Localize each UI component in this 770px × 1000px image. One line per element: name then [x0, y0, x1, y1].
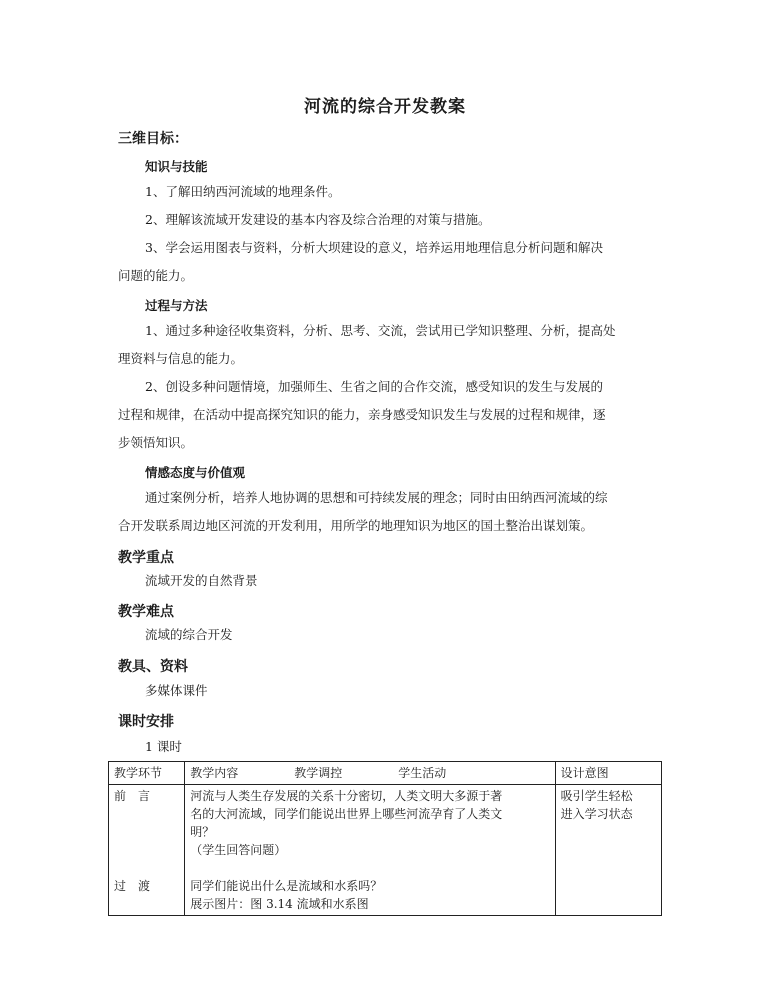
process-line-2: 理资料与信息的能力。 — [118, 351, 244, 366]
content-cell — [185, 785, 555, 916]
content-line-1: 河流与人类生存发展的关系十分密切，人类文明大多源于著 — [190, 789, 503, 803]
content-line-2: 名的大河流域，同学们能说出世界上哪些河流孕育了人类文 — [190, 807, 503, 821]
design-cell — [555, 785, 661, 916]
difficulty-heading: 教学难点 — [118, 604, 174, 620]
content-line-6: 展示图片：图 3.14 流域和水系图 — [190, 897, 369, 911]
knowledge-item-3: 3、学会运用图表与资料，分析大坝建设的意义，培养运用地理信息分析问题和解决 — [145, 240, 603, 255]
stage-transition: 过 渡 — [114, 879, 151, 893]
content-line-4: （学生回答问题） — [190, 843, 287, 857]
knowledge-item-1: 1、了解田纳西河流域的地理条件。 — [145, 184, 341, 199]
content-line-5: 同学们能说出什么是流域和水系吗？ — [190, 879, 383, 893]
focus-heading: 教学重点 — [118, 550, 174, 566]
process-line-4: 过程和规律，在活动中提高探究知识的能力，亲身感受知识发生与发展的过程和规律，逐 — [118, 407, 606, 422]
difficulty-text: 流域的综合开发 — [145, 627, 233, 642]
section-goals-heading: 三维目标： — [118, 131, 188, 147]
header-stage: 教学环节 — [109, 762, 185, 785]
knowledge-item-2: 2、理解该流域开发建设的基本内容及综合治理的对策与措施。 — [145, 212, 491, 227]
process-line-3: 2、创设多种问题情境，加强师生、生省之间的合作交流，感受知识的发生与发展的 — [145, 379, 603, 394]
design-line-1: 吸引学生轻松 — [560, 789, 633, 803]
header-control: 教学调控 — [294, 766, 343, 780]
tools-text: 多媒体课件 — [145, 683, 208, 698]
process-line-5: 步领悟知识。 — [118, 435, 194, 450]
document-title: 河流的综合开发教案 — [304, 97, 466, 117]
emotion-heading: 情感态度与价值观 — [145, 465, 246, 480]
table-row — [109, 785, 662, 916]
header-design: 设计意图 — [555, 762, 661, 785]
content-line-3: 明？ — [190, 825, 215, 839]
stage-preface: 前 言 — [114, 789, 151, 803]
schedule-text: 1 课时 — [145, 739, 182, 754]
header-content: 教学内容 — [190, 766, 239, 780]
header-content-group — [185, 762, 555, 785]
focus-text: 流域开发的自然背景 — [145, 573, 258, 588]
schedule-heading: 课时安排 — [118, 714, 174, 730]
lesson-table — [108, 761, 662, 916]
emotion-line-1: 通过案例分析，培养人地协调的思想和可持续发展的理念；同时由田纳西河流域的综 — [145, 490, 608, 505]
emotion-line-2: 合开发联系周边地区河流的开发利用，用所学的地理知识为地区的国土整治出谋划策。 — [118, 518, 594, 533]
knowledge-heading: 知识与技能 — [145, 159, 208, 174]
stage-cell — [109, 785, 185, 916]
design-line-2: 进入学习状态 — [560, 807, 633, 821]
process-heading: 过程与方法 — [145, 298, 208, 313]
knowledge-item-3-cont: 问题的能力。 — [118, 268, 194, 283]
process-line-1: 1、通过多种途径收集资料，分析、思考、交流，尝试用已学知识整理、分析，提高处 — [145, 323, 616, 338]
header-activity: 学生活动 — [398, 766, 447, 780]
tools-heading: 教具、资料 — [118, 659, 188, 675]
table-header-row — [109, 762, 662, 785]
